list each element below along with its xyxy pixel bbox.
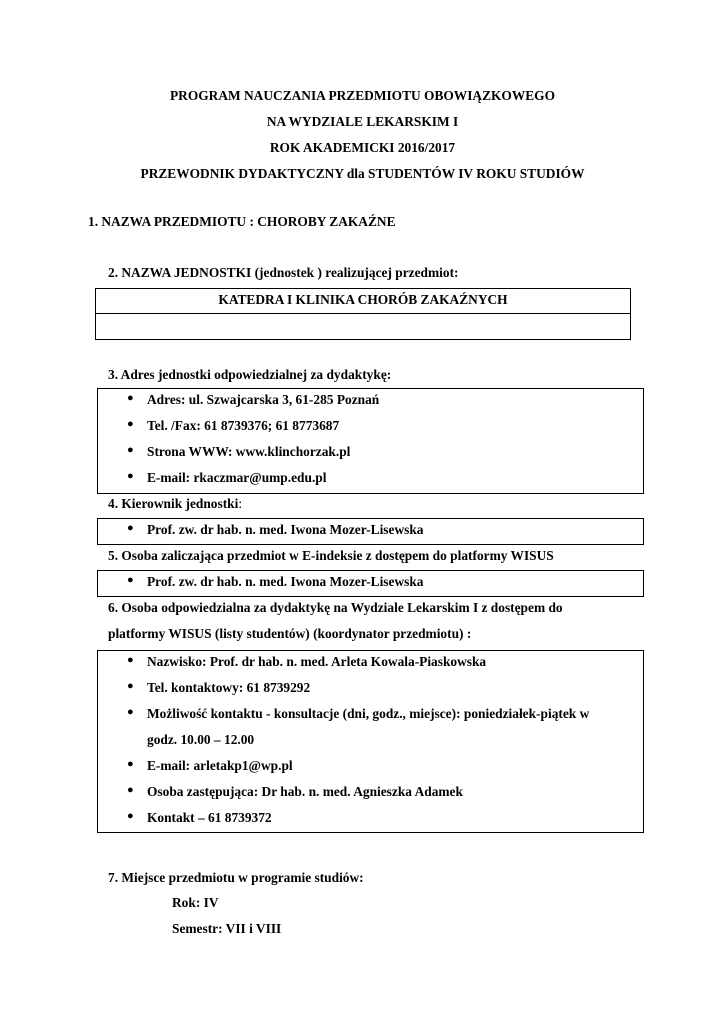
section-2-label: 2. NAZWA JEDNOSTKI (jednostek ) realizującej przedmiot: xyxy=(108,265,459,280)
coordinator-phone: Tel. kontaktowy: 61 8739292 xyxy=(147,680,311,695)
coordinator-item xyxy=(127,810,272,826)
coordinator-email: E-mail: arletakp1@wp.pl xyxy=(147,758,293,773)
bullet-icon: ● xyxy=(127,654,134,666)
deputy-name: Osoba zastępująca: Dr hab. n. med. Agnieszka Adamek xyxy=(147,784,463,799)
coordinator-item xyxy=(127,784,463,800)
section-1-label: 1. NAZWA PRZEDMIOTU : CHOROBY ZAKAŹNE xyxy=(88,214,396,229)
address-item xyxy=(127,392,380,408)
bullet-icon: ● xyxy=(127,706,134,718)
bullet-icon: ● xyxy=(127,418,134,430)
grader-item xyxy=(127,574,424,590)
bullet-icon: ● xyxy=(127,392,134,404)
bullet-icon: ● xyxy=(127,522,134,534)
address-email: E-mail: rkaczmar@ump.edu.pl xyxy=(147,470,327,485)
coordinator-consultation-hours: godz. 10.00 – 12.00 xyxy=(147,732,255,747)
address-item xyxy=(127,418,340,434)
section-4-label: 4. Kierownik jednostki: xyxy=(108,496,243,511)
head-item xyxy=(127,522,424,538)
unit-table xyxy=(95,288,631,340)
bullet-icon: ● xyxy=(127,680,134,692)
section-3-label: 3. Adres jednostki odpowiedzialnej za dydaktykę: xyxy=(108,367,392,382)
grader-name: Prof. zw. dr hab. n. med. Iwona Mozer-Lisewska xyxy=(147,574,424,589)
coordinator-item xyxy=(127,654,487,670)
bullet-icon: ● xyxy=(127,470,134,482)
coordinator-item xyxy=(127,680,311,696)
unit-name: KATEDRA I KLINIKA CHORÓB ZAKAŹNYCH xyxy=(218,292,508,307)
header-line-1: PROGRAM NAUCZANIA PRZEDMIOTU OBOWIĄZKOWEGO xyxy=(170,88,555,103)
section-7-label: 7. Miejsce przedmiotu w programie studiów: xyxy=(108,870,364,885)
address-item xyxy=(127,444,351,460)
header-line-2: NA WYDZIALE LEKARSKIM I xyxy=(266,114,459,129)
section-5-label: 5. Osoba zaliczająca przedmiot w E-indeksie z dostępem do platformy WISUS xyxy=(108,548,554,563)
header-line-4: PRZEWODNIK DYDAKTYCZNY dla STUDENTÓW IV ROKU STUDIÓW xyxy=(140,166,585,181)
address-item xyxy=(127,470,327,486)
coordinator-item xyxy=(127,758,293,774)
bullet-icon: ● xyxy=(127,784,134,796)
address-phone: Tel. /Fax: 61 8739376; 61 8773687 xyxy=(147,418,340,433)
bullet-icon: ● xyxy=(127,444,134,456)
bullet-icon: ● xyxy=(127,574,134,586)
address-street: Adres: ul. Szwajcarska 3, 61-285 Poznań xyxy=(147,392,380,407)
coordinator-item xyxy=(127,706,590,722)
unit-table-divider xyxy=(96,313,630,314)
address-website: Strona WWW: www.klinchorzak.pl xyxy=(147,444,351,459)
coordinator-consultation: Możliwość kontaktu - konsultacje (dni, godz., miejsce): poniedziałek-piątek w xyxy=(147,706,590,721)
study-semester: Semestr: VII i VIII xyxy=(172,921,282,936)
study-year: Rok: IV xyxy=(172,895,219,910)
header-line-3: ROK AKADEMICKI 2016/2017 xyxy=(269,140,456,155)
bullet-icon: ● xyxy=(127,810,134,822)
head-name: Prof. zw. dr hab. n. med. Iwona Mozer-Lisewska xyxy=(147,522,424,537)
deputy-contact: Kontakt – 61 8739372 xyxy=(147,810,272,825)
coordinator-name: Nazwisko: Prof. dr hab. n. med. Arleta Kowala-Piaskowska xyxy=(147,654,487,669)
bullet-icon: ● xyxy=(127,758,134,770)
section-6-label-line-2: platformy WISUS (listy studentów) (koordynator przedmiotu) : xyxy=(108,626,472,641)
section-6-label-line-1: 6. Osoba odpowiedzialna za dydaktykę na Wydziale Lekarskim I z dostępem do xyxy=(108,600,563,615)
